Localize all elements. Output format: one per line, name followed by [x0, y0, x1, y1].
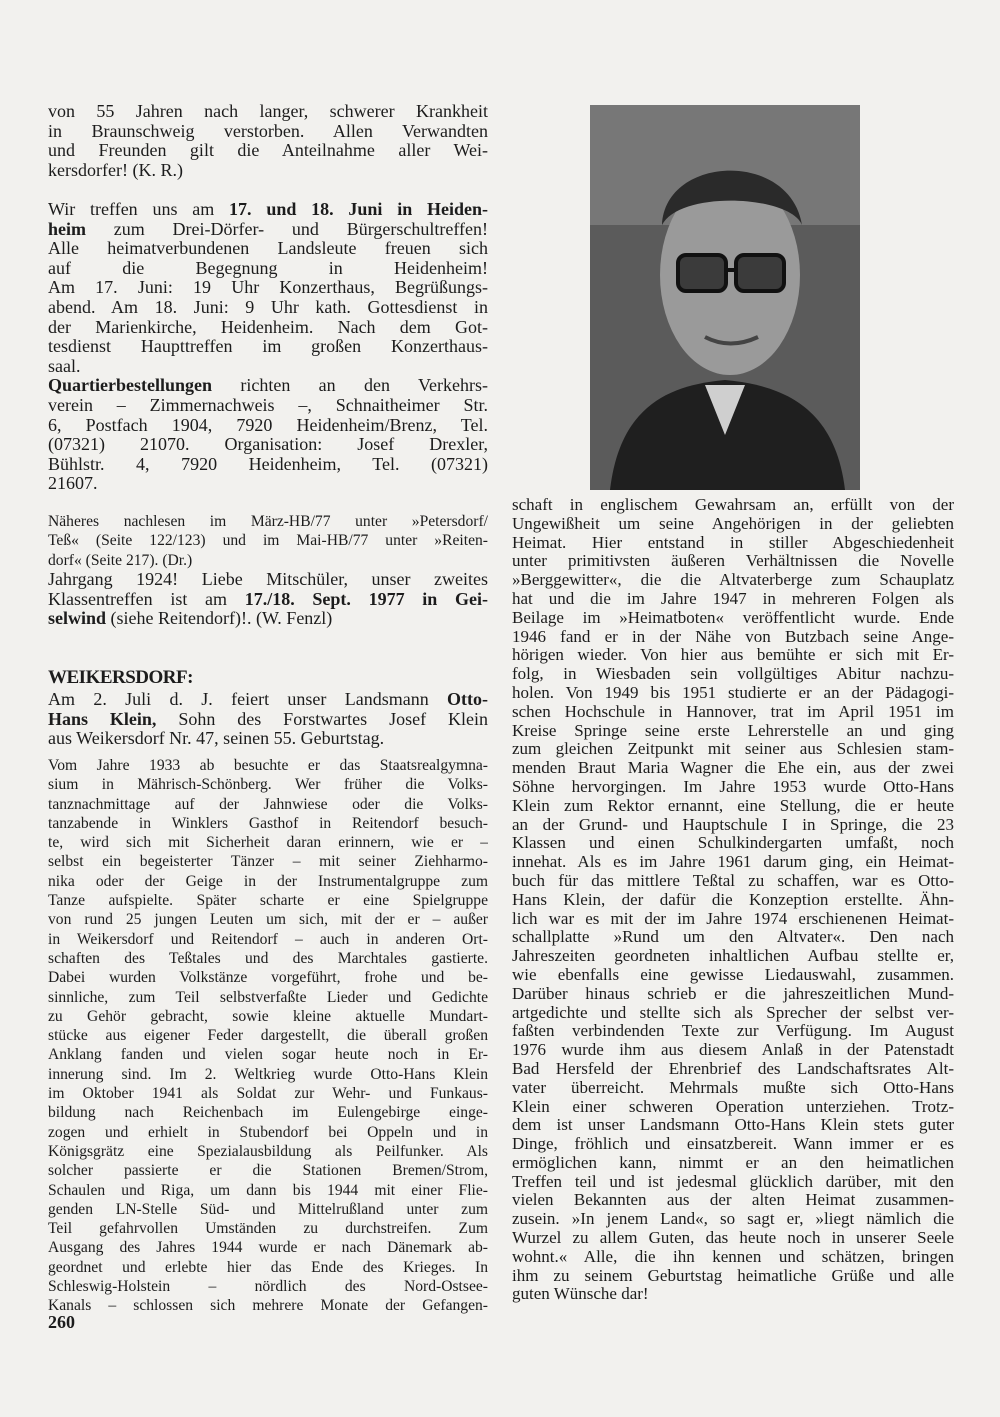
text-run: (siehe Reitendorf)!. (W. Fenzl) [106, 609, 333, 629]
text-run: hat und die im Jahre 1947 in mehreren Folgen als [512, 589, 954, 608]
text-line [512, 646, 954, 665]
paragraph [48, 512, 488, 570]
text-run: Teß« (Seite 122/123) und im Mai-HB/77 unter »Reiten- [48, 532, 488, 550]
text-run: kersdorfer! (K. R.) [48, 160, 183, 180]
text-line [512, 891, 954, 910]
text-line [512, 947, 954, 966]
text-run: Dabei wurden Volkstänze vorgeführt, frohe und be- [48, 969, 488, 987]
text-run: Jahrgang 1924! Liebe Mitschüler, unser zweites [48, 570, 488, 589]
text-line [48, 910, 488, 929]
text-run: Klein einer schweren Operation unterziehen. Trotz- [512, 1097, 954, 1116]
text-run: dem ist unser Landsmann Otto-Hans Klein stets guter [512, 1116, 954, 1135]
text-run: 6, Postfach 1904, 7920 Heidenheim/Brenz, Tel. [48, 415, 488, 435]
text-line [48, 416, 488, 436]
text-line [512, 1267, 954, 1286]
text-run: Kanals – schlossen sich mehrere Monate der Gefangen- [48, 1297, 488, 1315]
text-run: Schleswig-Holstein – nördlich des Nord-Ostsee- [48, 1278, 488, 1296]
text-line [48, 455, 488, 475]
text-line [48, 775, 488, 794]
text-line [48, 930, 488, 949]
text-line [48, 1296, 488, 1315]
text-line [512, 1022, 954, 1041]
text-run: tanznachmittage auf der Jahnwiese oder die Volks- [48, 795, 488, 813]
text-run: solcher passierte er die Stationen Bremen/Strom, [48, 1162, 488, 1180]
text-run: und Freunden gilt die Anteilnahme aller Wei- [48, 141, 488, 161]
text-line [48, 1103, 488, 1122]
text-line [48, 102, 488, 122]
text-run: von 55 Jahren nach langer, schwerer Krankheit [48, 102, 488, 121]
text-line [48, 949, 488, 968]
text-run: artgedichte und stellte sich als Sprecher der selbst ver- [512, 1003, 954, 1022]
text-run: hörigen wieder. Von hier aus bemühte er sich mit Er- [512, 646, 954, 665]
text-run: 1946 fand er in der Nähe von Butzbach seine Ange- [512, 627, 954, 646]
text-line [512, 609, 954, 628]
text-line [512, 1098, 954, 1117]
text-line [512, 571, 954, 590]
text-line [512, 515, 954, 534]
text-run: in Braunschweig verstorben. Allen Verwandten [48, 121, 488, 141]
portrait-man-image [590, 105, 860, 490]
text-run: ihm zu seinem Geburtstag heimatliche Grüße und alle [512, 1266, 954, 1285]
text-run: sinnliche, zum Teil selbstverfaßte Lieder und Gedichte [48, 988, 488, 1006]
text-line [48, 337, 488, 357]
text-line [512, 778, 954, 797]
text-line [512, 1285, 954, 1304]
text-line [48, 1258, 488, 1277]
text-line [48, 1277, 488, 1296]
text-line [512, 1041, 954, 1060]
text-line [48, 1065, 488, 1084]
text-run: ermöglichen kann, nimmt er an den heimatlichen [512, 1153, 954, 1172]
text-line [48, 609, 488, 629]
text-line [48, 1007, 488, 1026]
text-line [512, 1060, 954, 1079]
text-run: Hans Klein, der dafür die Konzeption erstellte. Ähn- [512, 890, 954, 909]
text-run: Vom Jahre 1933 ab besuchte er das Staatsrealgymna- [48, 757, 488, 774]
text-line [48, 512, 488, 531]
text-line [512, 966, 954, 985]
text-line [512, 590, 954, 609]
text-run: Wurzel zu allem Guten, das heute noch in unserer Seele [512, 1229, 954, 1248]
text-run: 1976 wurde ihm aus diesem Anlaß in der Patenstadt [512, 1041, 954, 1060]
text-run: wohnt.« Alle, die ihn kennen und schätzen, bringen [512, 1247, 954, 1266]
text-line [512, 665, 954, 684]
text-line [48, 551, 488, 570]
text-run: dorf« (Seite 217). (Dr.) [48, 551, 193, 569]
text-run: an der Grund- und Hauptschule I in Springe, die 23 [512, 815, 954, 834]
text-line [48, 1045, 488, 1064]
text-line [48, 1142, 488, 1161]
text-run: te, wird sich mit Sicherheit daran erinnern, wie er – [48, 834, 488, 852]
text-run: tesdienst Haupttreffen im großen Konzerthaus- [48, 337, 488, 357]
text-line [512, 1004, 954, 1023]
text-run: wie ebenfalls eine gewisse Liedauswahl, zusammen. [512, 965, 954, 984]
text-run: buch für das mittlere Teßtal zu schaffen, war es Otto- [512, 871, 954, 890]
text-line [512, 684, 954, 703]
text-run: im Oktober 1941 als Soldat zur Wehr- und Funkaus- [48, 1085, 488, 1103]
text-line [512, 552, 954, 571]
text-line [48, 1200, 488, 1219]
text-run: auf die Begegnung in Heidenheim! [48, 258, 488, 278]
text-line [512, 534, 954, 553]
bold-text: Quartierbestellungen [48, 376, 212, 396]
text-line [48, 1161, 488, 1180]
text-line [512, 1154, 954, 1173]
text-line [512, 1210, 954, 1229]
text-line [512, 853, 954, 872]
text-line [512, 759, 954, 778]
text-line [48, 891, 488, 910]
paragraph [48, 102, 488, 180]
text-line [512, 1191, 954, 1210]
text-line [512, 1135, 954, 1154]
text-run: selbst ein begeisterter Tänzer – mit seiner Ziehharmo- [48, 853, 488, 871]
text-line [48, 1026, 488, 1045]
paragraph [48, 690, 488, 749]
text-run: in Weikersdorf und Reitendorf – auch in anderen Ort- [48, 930, 488, 948]
text-run: vielen Bekannten aus der alten Heimat zusammen- [512, 1191, 954, 1210]
text-run: nika oder der Geige in der Instrumentalgruppe zum [48, 872, 488, 890]
text-run: Beilage im »Heimatboten« veröffentlicht wurde. Ende [512, 608, 954, 627]
text-run: guten Wünsche dar! [512, 1285, 649, 1304]
text-line [48, 1238, 488, 1257]
text-line [48, 872, 488, 891]
text-run: von rund 25 jungen Leuten um sich, mit der er – außer [48, 911, 488, 929]
text-run: Königsgrätz eine Spezialausbildung als Peilfunker. Als [48, 1142, 488, 1160]
text-line [48, 667, 488, 689]
text-run: Teil gefahrvollen Umständen zu durchstreifen. Zum [48, 1220, 488, 1238]
text-line [48, 968, 488, 987]
bold-text: selwind [48, 609, 107, 629]
text-line [48, 200, 488, 220]
portrait-photo [590, 105, 860, 490]
text-run: Alle heimatverbundenen Landsleute freuen sich [48, 239, 488, 259]
text-run: Tanze aufspielte. Später scharte er eine Spielgruppe [48, 892, 488, 910]
text-run: Sohn des Forstwartes Josef Klein [156, 709, 488, 729]
text-line [48, 376, 488, 396]
text-run: geordnet und erlebte hier das Ende des Krieges. In [48, 1258, 488, 1276]
bold-text: Hans Klein, [48, 709, 157, 729]
text-run: innerung sind. Im 2. Weltkrieg wurde Otto-Hans Klein [48, 1065, 488, 1083]
text-line [48, 474, 488, 494]
text-run: stücke aus eigener Feder dargestellt, die überall großen [48, 1027, 488, 1045]
text-line [512, 1173, 954, 1192]
text-line [48, 795, 488, 814]
text-run: Schaulen und Riga, um dann bis 1944 mit einer Flie- [48, 1181, 488, 1199]
text-run: Dinge, fröhlich und einsatzbereit. Wann immer er es [512, 1135, 954, 1154]
text-line [48, 1123, 488, 1142]
paragraph [48, 756, 488, 1316]
text-run: Ungewißheit um seine Angehörigen in der geliebten [512, 514, 954, 533]
text-run: zu Gehör gebracht, sowie kleine aktuelle Mundart- [48, 1007, 488, 1025]
text-run: lich war es mit der im Jahre 1974 erschienenen Heimat- [512, 909, 954, 928]
text-line [48, 141, 488, 161]
text-line [512, 872, 954, 891]
text-line [48, 259, 488, 279]
text-line [512, 628, 954, 647]
text-run: menden Braut Maria Wagner die Ehe ein, aus der zwei [512, 759, 954, 778]
text-line [48, 161, 488, 181]
text-run: zogen und erhielt in Stubendorf bei Oppeln und in [48, 1123, 488, 1141]
text-run: Kreise Springe seine erste Lehrerstelle an und ging [512, 721, 954, 740]
text-run: »Berggewitter«, die die Altvaterberge zum Schauplatz [512, 571, 954, 590]
text-run: Am 17. Juni: 19 Uhr Konzerthaus, Begrüßungs- [48, 278, 488, 298]
text-line [48, 1219, 488, 1238]
text-run: innehat. Als es im Jahre 1961 darum ging, ein Heimat- [512, 853, 954, 872]
bold-text: heim [48, 219, 86, 239]
text-line [512, 496, 954, 515]
text-run: Söhne hervorgingen. Im Jahre 1953 wurde Otto-Hans [512, 777, 954, 796]
text-line [48, 122, 488, 142]
text-line [512, 722, 954, 741]
text-run: holen. Von 1949 bis 1951 studierte er an der Pädagogi- [512, 683, 954, 702]
text-run: abend. Am 18. Juni: 9 Uhr kath. Gottesdienst in [48, 297, 488, 317]
text-line [48, 357, 488, 377]
text-line [48, 435, 488, 455]
text-run: schaft in englischem Gewahrsam an, erfüllt von der [512, 496, 954, 514]
text-line [48, 1181, 488, 1200]
text-run: sium in Mährisch-Schönberg. Wer früher die Volks- [48, 776, 488, 794]
text-run: zusein. »In jenem Land«, so sagt er, »liegt nämlich die [512, 1210, 954, 1229]
text-line [512, 1116, 954, 1135]
text-line [48, 298, 488, 318]
text-line [48, 852, 488, 871]
text-run: bildung nach Reichenbach im Eulengebirge einge- [48, 1104, 488, 1122]
bold-text: 17./18. Sept. 1977 in Gei- [244, 589, 488, 609]
text-run: Heimat. Hier entstand in stiller Abgeschiedenheit [512, 533, 954, 552]
text-line [512, 797, 954, 816]
text-line [48, 729, 488, 749]
text-line [512, 816, 954, 835]
text-run: Jahreszeiten geordneten inhaltlichen Aufbau stellte er, [512, 947, 954, 966]
text-run: Klassentreffen ist am [48, 589, 245, 609]
text-run: (07321) 21070. Organisation: Josef Drexler, [48, 435, 488, 455]
text-line [512, 834, 954, 853]
paragraph [48, 570, 488, 629]
text-run: folg, in Wiesbaden sein vollgültiges Abitur nachzu- [512, 665, 954, 684]
text-run: Klein zum Rektor ernannt, eine Stellung, die er heute [512, 796, 954, 815]
bold-text: Otto- [447, 690, 488, 709]
text-line [48, 988, 488, 1007]
text-line [512, 1229, 954, 1248]
text-run: genden LN-Stelle Süd- und Mittelrußland unter zum [48, 1200, 488, 1218]
paragraph [512, 496, 954, 1304]
text-line [48, 756, 488, 775]
text-run: zum gleichen Zeitpunkt mit seiner aus Schlesien stam- [512, 740, 954, 759]
text-line [48, 833, 488, 852]
text-run: 21607. [48, 474, 98, 494]
text-run: Wir treffen uns am [48, 200, 230, 219]
text-line [48, 278, 488, 298]
text-run: aus Weikersdorf Nr. 47, seinen 55. Geburtstag. [48, 729, 385, 749]
text-run: vater überreicht. Mehrmals mußte sich Otto-Hans [512, 1078, 954, 1097]
text-line [512, 1079, 954, 1098]
text-run: Ausgang des Jahres 1944 wurde er nach Dänemark ab- [48, 1239, 488, 1257]
text-line [48, 531, 488, 550]
text-run: Anklang fanden und vielen sogar heute noch in Er- [48, 1046, 488, 1064]
text-line [48, 1084, 488, 1103]
page-number: 260 [48, 1312, 75, 1332]
text-line [48, 710, 488, 730]
text-line [48, 396, 488, 416]
text-line [512, 740, 954, 759]
text-run: schallplatte »Rund um den Altvater«. Den nach [512, 928, 954, 947]
text-run: der Marienkirche, Heidenheim. Nach dem Got- [48, 317, 488, 337]
text-line [48, 690, 488, 710]
text-run: Bühlstr. 4, 7920 Heidenheim, Tel. (07321) [48, 454, 488, 474]
text-run: tanzabende in Winklers Gasthof in Reitendorf besuch- [48, 814, 488, 832]
text-line [48, 220, 488, 240]
text-run: Treffen teil und ist jedesmal glücklich darüber, mit den [512, 1172, 954, 1191]
text-run: Bad Hersfeld der Ehrenbrief des Landschaftsrates Alt- [512, 1059, 954, 1078]
text-run: schaften des Teßtales und des Marchtales gastierte. [48, 949, 488, 967]
text-line [512, 928, 954, 947]
text-run: Am 2. Juli d. J. feiert unser Landsmann [48, 690, 448, 709]
text-line [48, 239, 488, 259]
text-run: verein – Zimmernachweis –, Schnaitheimer Str. [48, 395, 488, 415]
text-run: zum Drei-Dörfer- und Bürgerschultreffen! [86, 219, 488, 239]
text-run: WEIKERSDORF: [48, 667, 193, 688]
text-line [512, 703, 954, 722]
text-run: faßten verbindenden Texte zur Verfügung. Im August [512, 1022, 954, 1041]
text-run: Darüber hinaus schrieb er die jahreszeitlichen Mund- [512, 984, 954, 1003]
text-run: Näheres nachlesen im März-HB/77 unter »Petersdorf/ [48, 513, 488, 530]
text-line [48, 570, 488, 590]
text-run: richten an den Verkehrs- [212, 376, 488, 396]
text-run: unter primitivsten äußeren Verhältnissen die Novelle [512, 552, 954, 571]
text-line [48, 590, 488, 610]
section-heading [48, 667, 488, 689]
text-line [48, 318, 488, 338]
bold-text: 17. und 18. Juni in Heiden- [229, 200, 488, 219]
text-run: saal. [48, 356, 81, 376]
text-run: Klassen und einen Schulkindergarten umfaßt, noch [512, 834, 954, 853]
text-line [512, 910, 954, 929]
text-line [512, 985, 954, 1004]
paragraph [48, 200, 488, 494]
text-line [512, 1248, 954, 1267]
text-line [48, 814, 488, 833]
text-run: schen Hochschule in Hannover, trat im April 1951 im [512, 702, 954, 721]
